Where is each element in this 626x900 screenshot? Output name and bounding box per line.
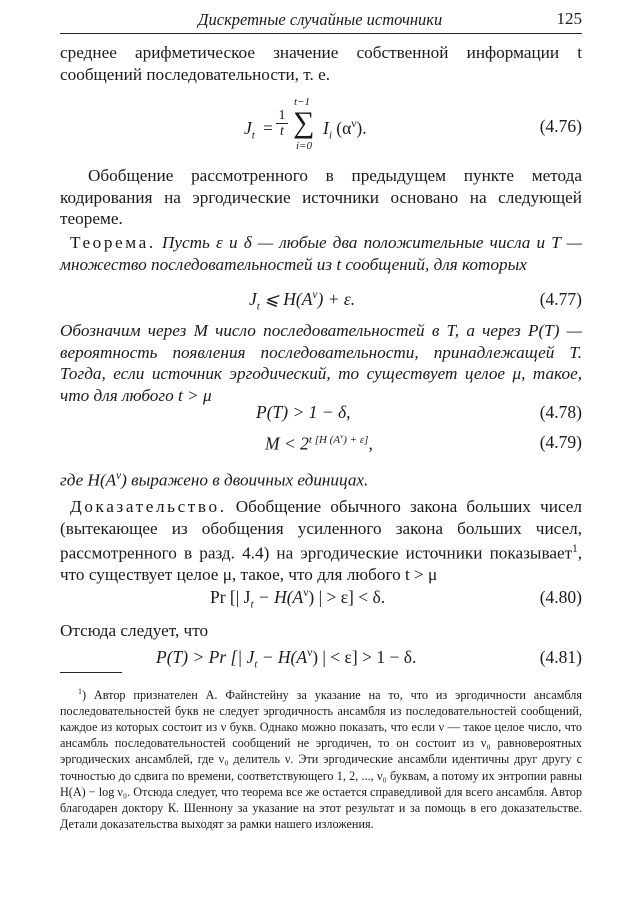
eq476-frac-den: t	[280, 124, 284, 139]
paragraph-5: Отсюда следует, что	[60, 621, 209, 640]
eq480-sub: t	[250, 598, 254, 611]
eq481-number: (4.81)	[539, 647, 582, 667]
equation-4-76	[60, 96, 582, 156]
eq480-c: ) | > ε] < δ.	[308, 587, 386, 607]
proof-text-b: , что существует целое μ, такое, что для любого t > μ	[60, 543, 582, 585]
eq477-rhs-sup: ν	[312, 289, 318, 302]
eq478-expr: P(T) > 1 − δ,	[256, 402, 351, 422]
eq476-arg-sup: ν	[351, 118, 357, 131]
eq481-b: − H(A	[257, 647, 308, 667]
eq477-rhs-b: ) + ε.	[317, 289, 356, 309]
eq479-base: M < 2	[265, 433, 309, 454]
eq476-lhs: J	[244, 118, 252, 138]
para4-sup: ν	[116, 470, 122, 482]
eq477-number: (4.77)	[539, 289, 582, 309]
equation-4-77	[60, 289, 582, 315]
equation-4-80	[60, 587, 582, 613]
paragraph-1: среднее арифметическое значение собственной информации t сообщений последовательности, т. е.	[60, 43, 582, 84]
proof-paragraph	[60, 496, 582, 586]
eq480-a: Pr [| J	[210, 587, 251, 607]
eq477-lhs-sub: t	[256, 300, 260, 313]
eq476-sum-top: t−1	[294, 96, 310, 108]
equation-4-81	[60, 647, 582, 673]
theorem-paragraph	[60, 232, 582, 275]
eq476-sum-sign: ∑	[293, 106, 315, 139]
footnote	[60, 684, 582, 832]
eq476-arg-close: ).	[356, 118, 367, 138]
eq476-number: (4.76)	[539, 116, 582, 136]
eq476-frac-num: 1	[276, 108, 288, 124]
para4-a: где H(A	[60, 470, 117, 490]
eq478-number: (4.78)	[539, 402, 582, 422]
eq477-lhs: J	[249, 289, 257, 309]
paragraph-2: Обобщение рассмотренного в предыдущем пункте метода кодирования на эргодические источники основано на следующей теореме.	[60, 166, 582, 228]
eq481-a: P(T) > Pr [| J	[156, 647, 255, 667]
eq476-term-sub: i	[328, 129, 332, 142]
theorem-text: Пусть ε и δ — любые два положительные числа и T — множество последовательностей из t сообщений, для которых	[60, 233, 582, 274]
eq481-sup: ν	[307, 647, 313, 660]
eq477-rhs-a: ⩽ H(A	[259, 289, 313, 309]
eq476-equals: =	[263, 118, 273, 138]
eq479-exp-sup: ν	[340, 432, 344, 440]
eq480-b: − H(A	[253, 587, 304, 607]
eq479-number: (4.79)	[539, 432, 582, 452]
equation-4-79	[60, 432, 582, 458]
page-number: 125	[556, 9, 582, 28]
eq479-tail: ,	[368, 433, 373, 454]
eq479-exp-close: ) + ε]	[343, 433, 369, 446]
eq476-arg: (α	[336, 118, 352, 138]
proof-fnmark: 1	[572, 543, 578, 555]
footnote-rule	[60, 672, 122, 673]
eq476-lhs-sub: t	[251, 129, 255, 142]
proof-text-a: Обобщение обычного закона больших чисел (вытекающее из обобщения усиленного закона больших чисел, рассмотренного в разд. 4.4) на эргодические источники показывает	[60, 497, 583, 563]
eq480-number: (4.80)	[539, 587, 582, 607]
eq476-sum-bottom: i=0	[296, 140, 312, 152]
footnote-text: ) Автор признателен А. Файнстейну за указание на то, что из эргодичности ансамбля последовательностей букв не следует эргодичность ансамбля из последовательностей сообщений, каждое из которых состоит из ν букв. Однако можно показать, что если ν — такое целое число, что ансамбль последовательностей сообщений не эргодичен, то он состоит из ν₀ равновероятных эргодических ансамблей, где ν₀ делитель ν. Эти эргодические ансамбли идентичны друг другу с точностью до сдвига по времени, соответствующего 1, 2, ..., ν₀ буквам, а потому их энтропии равны H(A) − log ν₀. Отсюда следует, что теорема все же остается справедливой для всего ансамбля. Автор благодарен доктору К. Шеннону за указание на этот результат и за помощь в его доказательстве. Детали доказательства выходят за рамки нашего изложения.	[60, 688, 582, 831]
equation-4-78	[60, 402, 582, 428]
para4-b: ) выражено в двоичных единицах.	[121, 470, 369, 490]
eq480-sup: ν	[303, 587, 309, 600]
page-header	[60, 7, 582, 34]
eq481-sub: t	[254, 658, 258, 671]
proof-label: Доказательство.	[70, 497, 227, 516]
eq479-exp: t [H (A	[308, 433, 341, 446]
eq476-term: I	[323, 118, 329, 138]
eq481-c: ) | < ε] > 1 − δ.	[312, 647, 417, 667]
footnote-mark: 1	[78, 687, 82, 696]
running-title: Дискретные случайные источники	[198, 10, 443, 29]
theorem-label: Теорема.	[70, 233, 156, 252]
paragraph-4	[60, 466, 582, 491]
paragraph-3: Обозначим через M число последовательностей в T, а через P(T) — вероятность появления последовательности, принадлежащей T. Тогда, если источник эргодический, то существует целое μ, такое, что для любого t > μ	[60, 321, 582, 405]
